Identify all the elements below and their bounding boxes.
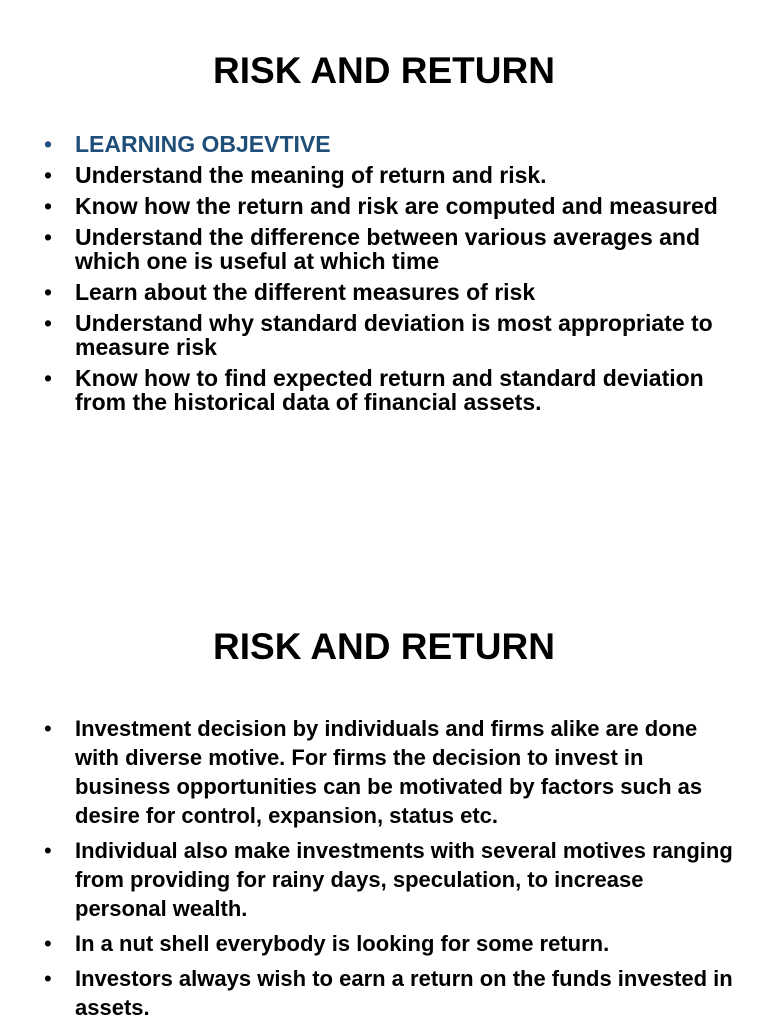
- list-item-text: Know how to find expected return and standard deviation from the historical data of financial assets.: [75, 365, 704, 415]
- slide-learning-objectives: [0, 0, 768, 512]
- list-item-text: Investment decision by individuals and firms alike are done with diverse motive. For firms the decision to invest in business opportunities can be motivated by factors such as desire for control, expansion, status etc.: [75, 716, 703, 828]
- bullet-icon: •: [44, 931, 52, 956]
- list-item: [44, 280, 734, 304]
- bullet-icon: •: [44, 279, 53, 305]
- slide-title: RISK AND RETURN: [213, 50, 555, 91]
- list-item: [44, 311, 734, 359]
- bullet-icon: •: [44, 131, 53, 157]
- list-item: [44, 366, 734, 414]
- bullet-icon: •: [44, 838, 52, 863]
- list-item-text: Learn about the different measures of risk: [75, 279, 536, 305]
- bullet-icon: •: [44, 365, 53, 391]
- list-item-text: Individual also make investments with several motives ranging from providing for rainy days, speculation, to increase personal wealth.: [75, 838, 733, 921]
- list-item: [44, 225, 734, 273]
- bullet-icon: •: [44, 162, 53, 188]
- list-item: [44, 929, 734, 958]
- bullet-icon: •: [44, 193, 53, 219]
- list-item-text: In a nut shell everybody is looking for some return.: [75, 931, 610, 956]
- list-item-heading: [44, 132, 734, 156]
- list-item: [44, 964, 734, 1022]
- list-item-text: Understand the difference between various averages and which one is useful at which time: [75, 224, 701, 274]
- bullet-list: [44, 132, 734, 421]
- slide-title: RISK AND RETURN: [213, 626, 555, 667]
- bullet-icon: •: [44, 966, 52, 991]
- list-item: [44, 194, 734, 218]
- list-item-text: Understand why standard deviation is most appropriate to measure risk: [75, 310, 713, 360]
- bullet-list: [44, 714, 734, 1028]
- list-item-text: Understand the meaning of return and risk.: [75, 162, 547, 188]
- list-item: [44, 714, 734, 830]
- slide-investment-motives: [0, 576, 768, 1024]
- list-item: [44, 836, 734, 923]
- bullet-icon: •: [44, 224, 53, 250]
- list-item-text: LEARNING OBJEVTIVE: [75, 131, 331, 157]
- list-item-text: Know how the return and risk are computed and measured: [75, 193, 718, 219]
- bullet-icon: •: [44, 716, 52, 741]
- list-item: [44, 163, 734, 187]
- bullet-icon: •: [44, 310, 53, 336]
- list-item-text: Investors always wish to earn a return on the funds invested in assets.: [75, 966, 733, 1020]
